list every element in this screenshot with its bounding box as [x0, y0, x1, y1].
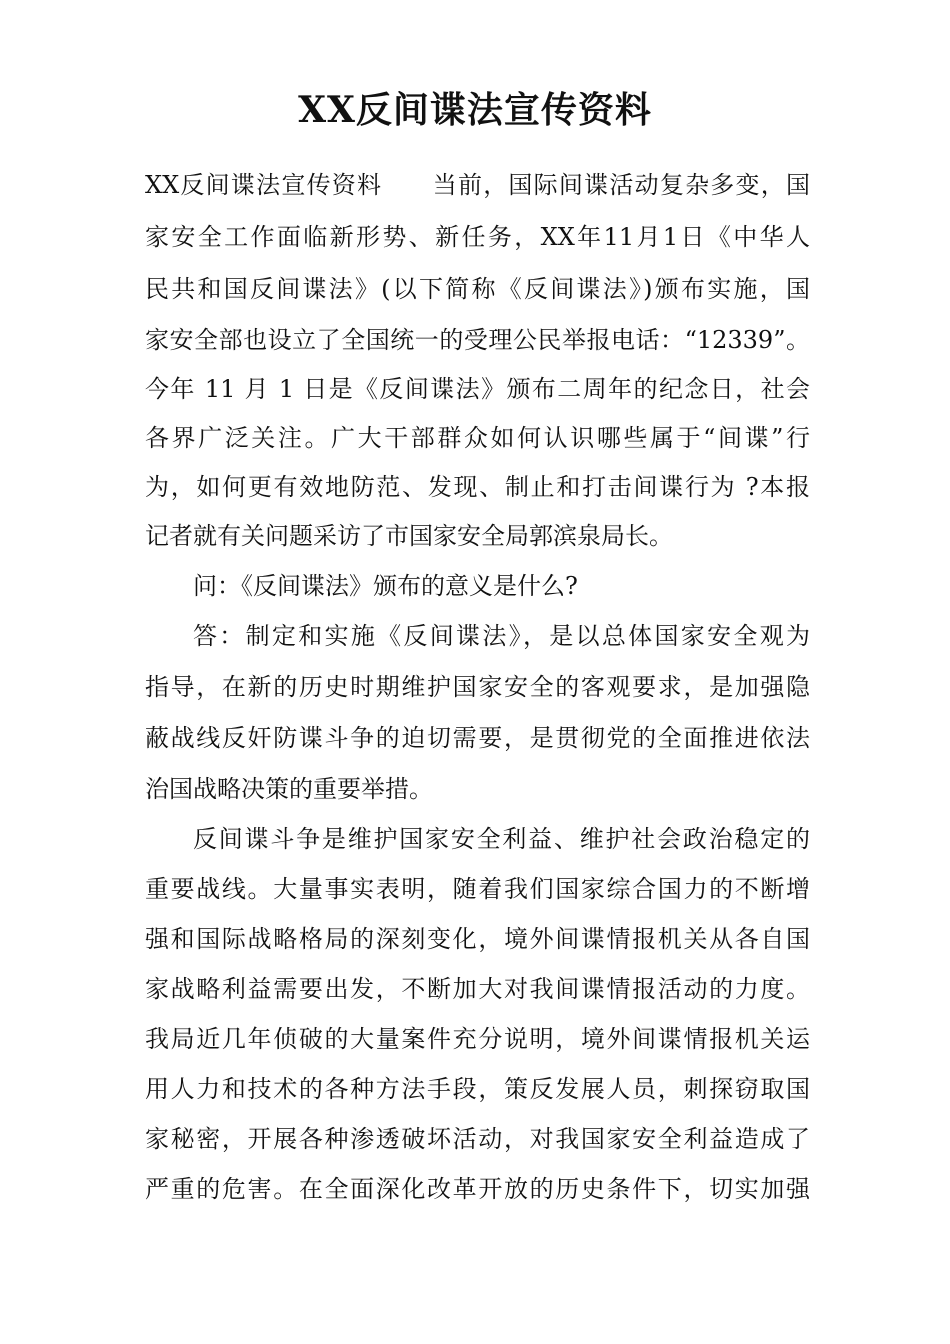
text-line: 家秘密，开展各种渗透破坏活动，对我国家安全利益造成了: [145, 1125, 810, 1153]
answer-line: 答：制定和实施《反间谍法》，是以总体国家安全观为: [193, 622, 810, 650]
text-line: 重要战线。大量事实表明，随着我们国家综合国力的不断增: [145, 875, 810, 903]
text-line: XX反间谍法宣传资料 当前，国际间谍活动复杂多变，国: [145, 171, 810, 199]
text-line: 指导，在新的历史时期维护国家安全的客观要求，是加强隐: [145, 673, 810, 701]
text-line: 今年 11 月 1 日是《反间谍法》颁布二周年的纪念日，社会: [145, 375, 810, 403]
text-line: 家安全部也设立了全国统一的受理公民举报电话：“12339”。: [145, 326, 810, 354]
document-title: XX反间谍法宣传资料: [298, 89, 652, 131]
text-line: 为，如何更有效地防范、发现、制止和打击间谍行为 ?本报: [145, 473, 810, 501]
text-line: 各界广泛关注。广大干部群众如何认识哪些属于“间谍”行: [145, 424, 810, 452]
text-line: 严重的危害。在全面深化改革开放的历史条件下，切实加强: [145, 1175, 810, 1203]
question-line: 问：《反间谍法》颁布的意义是什么?: [193, 572, 578, 600]
text-line: 强和国际战略格局的深刻变化，境外间谍情报机关从各自国: [145, 925, 810, 953]
text-line: 家战略利益需要出发，不断加大对我间谍情报活动的力度。: [145, 975, 810, 1003]
text-line: 治国战略决策的重要举措。: [145, 775, 433, 803]
text-line: 家安全工作面临新形势、新任务，XX年11月1日《中华人: [145, 223, 810, 251]
text-line: 蔽战线反奸防谍斗争的迫切需要，是贯彻党的全面推进依法: [145, 724, 810, 752]
text-line: 用人力和技术的各种方法手段，策反发展人员，刺探窃取国: [145, 1075, 810, 1103]
text-line: 民共和国反间谍法》(以下简称《反间谍法》)颁布实施，国: [145, 275, 810, 303]
paragraph-first-line: 反间谍斗争是维护国家安全利益、维护社会政治稳定的: [193, 825, 810, 853]
text-line: 我局近几年侦破的大量案件充分说明，境外间谍情报机关运: [145, 1025, 810, 1053]
text-line: 记者就有关问题采访了市国家安全局郭滨泉局长。: [145, 522, 673, 550]
